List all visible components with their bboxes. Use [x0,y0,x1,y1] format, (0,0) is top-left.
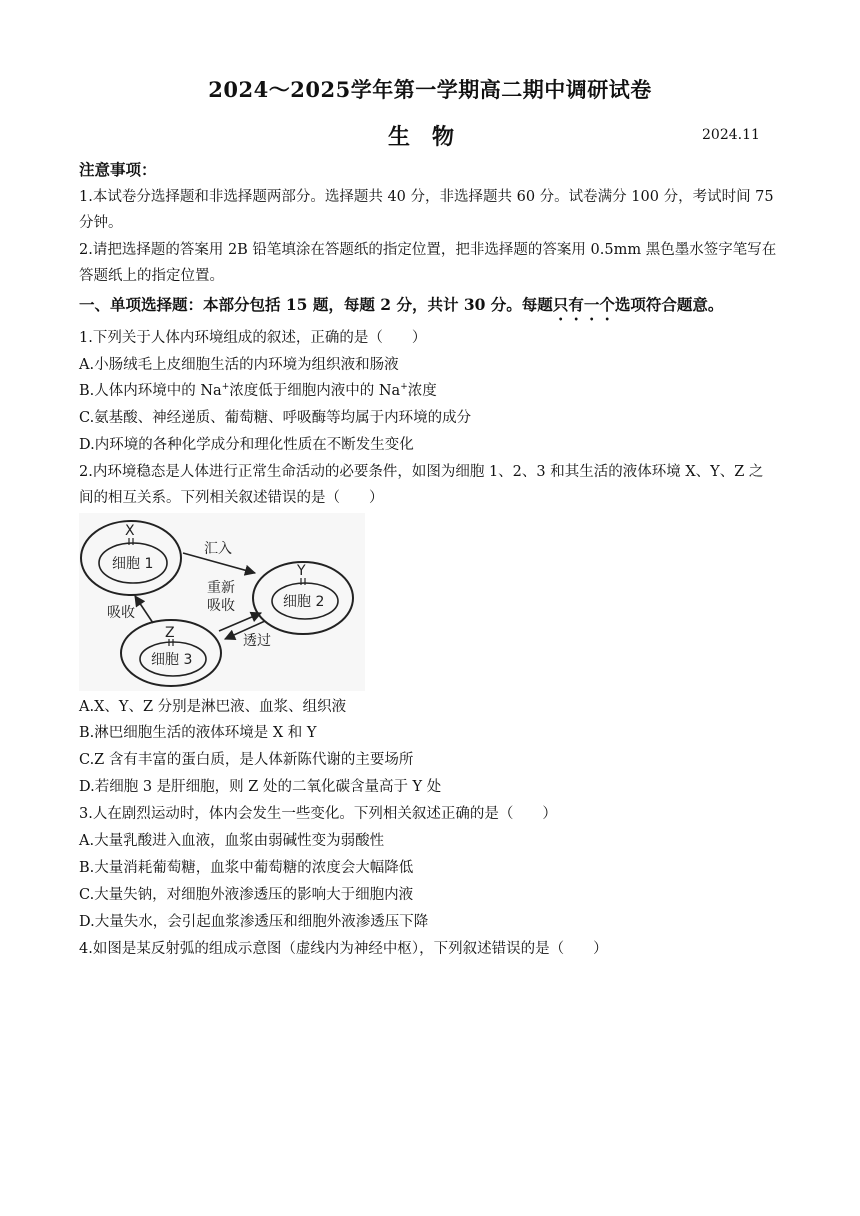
q1-option-b-pre: B.人体内环境中的 Na [79,383,222,399]
label-in: 汇入 [204,541,232,557]
label-z: Z [165,625,175,641]
label-cell-2: 细胞 2 [283,594,325,610]
notice-item-1-line-2: 分钟。 [79,215,123,231]
q3-option-d: D.大量失水，会引起血浆渗透压和细胞外液渗透压下降 [79,914,429,930]
subject-name: 生物 [388,124,477,150]
label-x: X [125,523,135,539]
q1-stem: 1.下列关于人体内环境组成的叙述，正确的是（ ） [79,330,427,346]
section-1-heading-part-b: 选项符合题意。 [614,295,724,314]
exam-title: 2024～2025学年第一学期高二期中调研试卷 [208,77,652,102]
notice-heading: 注意事项： [79,160,157,179]
q2-stem-line-1: 2.内环境稳态是人体进行正常生命活动的必要条件，如图为细胞 1、2、3 和其生活的液体环境 X、Y、Z 之 [79,464,764,480]
q4-stem: 4.如图是某反射弧的组成示意图（虚线内为神经中枢），下列叙述错误的是（ ） [79,941,608,957]
q1-option-a: A.小肠绒毛上皮细胞生活的内环境为组织液和肠液 [79,357,399,373]
sodium-ion-charge: + [221,382,230,393]
notice-item-2-line-1: 2.请把选择题的答案用 2B 铅笔填涂在答题纸的指定位置，把非选择题的答案用 0.5mm 黑色墨水签字笔写在 [79,242,777,258]
q2-option-c: C.Z 含有丰富的蛋白质，是人体新陈代谢的主要场所 [79,752,414,768]
label-absorb: 吸收 [107,605,135,621]
label-pass: 透过 [243,633,271,649]
q2-option-b: B.淋巴细胞生活的液体环境是 X 和 Y [79,725,317,741]
section-1-heading [79,295,723,324]
q1-option-b-post: 浓度 [407,383,437,399]
section-1-heading-part-a: 一、单项选择题：本部分包括 15 题，每题 2 分，共计 30 分。每题 [79,295,553,314]
q2-option-d: D.若细胞 3 是肝细胞，则 Z 处的二氧化碳含量高于 Y 处 [79,779,442,795]
notice-item-2-line-2: 答题纸上的指定位置。 [79,268,224,284]
notice-item-1-line-1: 1.本试卷分选择题和非选择题两部分。选择题共 40 分，非选择题共 60 分。试卷满分 100 分，考试时间 75 [79,189,774,205]
label-cell-3: 细胞 3 [151,652,193,668]
label-y: Y [297,563,306,579]
sodium-ion-charge: + [400,382,408,393]
q3-option-b: B.大量消耗葡萄糖，血浆中葡萄糖的浓度会大幅降低 [79,860,414,876]
q1-option-b [79,381,437,401]
q3-option-a: A.大量乳酸进入血液，血浆由弱碱性变为弱酸性 [79,833,385,849]
exam-date: 2024.11 [702,127,760,143]
q3-stem: 3.人在剧烈运动时，体内会发生一些变化。下列相关叙述正确的是（ ） [79,806,557,822]
q1-option-b-mid: 浓度低于细胞内液中的 Na [229,383,401,399]
q1-option-d: D.内环境的各种化学成分和理化性质在不断发生变化 [79,437,414,453]
q2-option-a: A.X、Y、Z 分别是淋巴液、血浆、组织液 [79,699,347,715]
label-cell-1: 细胞 1 [112,556,154,572]
q1-option-c: C.氨基酸、神经递质、葡萄糖、呼吸酶等均属于内环境的成分 [79,410,472,426]
q2-stem-line-2: 间的相互关系。下列相关叙述错误的是（ ） [79,490,384,506]
section-1-heading-emphasis: 只有一个 [552,295,615,314]
body-fluid-diagram [79,513,365,691]
label-reabsorb-1: 重新 [207,580,235,596]
q3-option-c: C.大量失钠，对细胞外液渗透压的影响大于细胞内液 [79,887,414,903]
label-reabsorb-2: 吸收 [207,598,235,614]
